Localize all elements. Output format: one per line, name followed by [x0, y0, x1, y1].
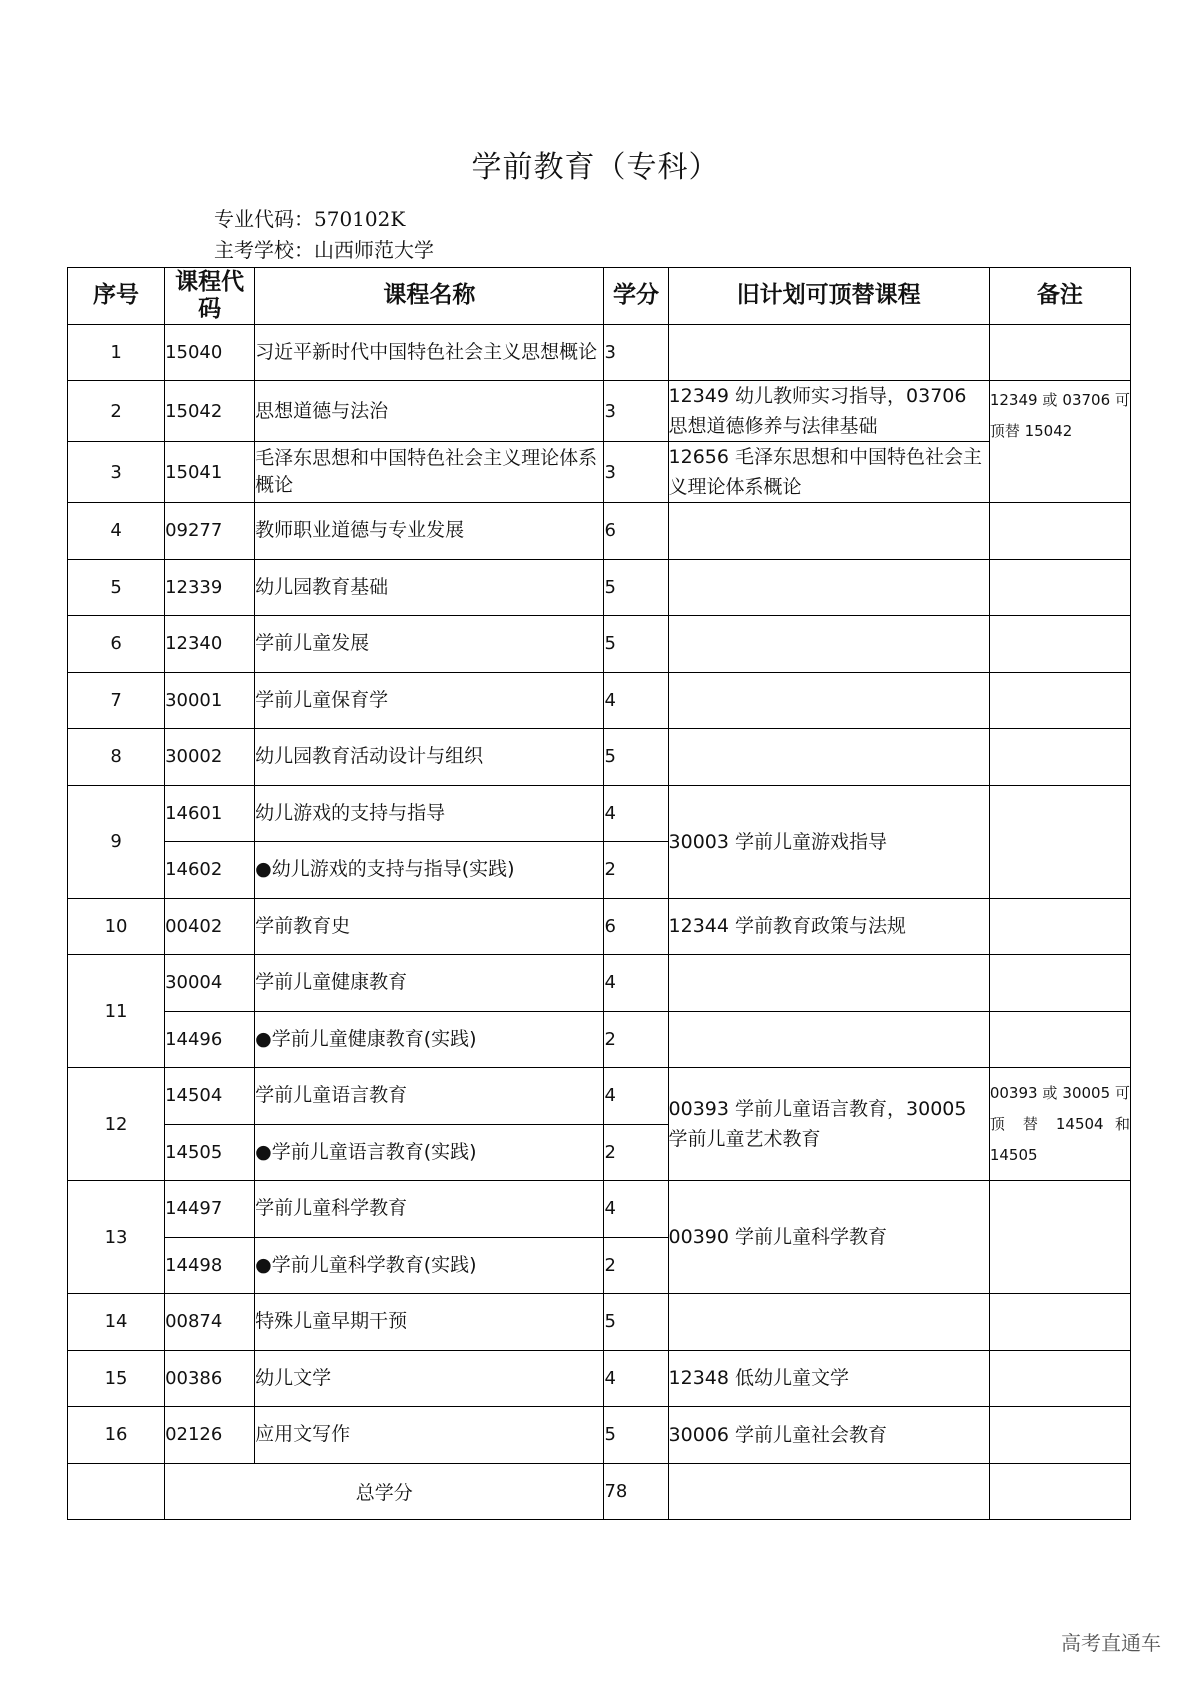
row-index: 5: [68, 559, 165, 616]
note: [989, 559, 1130, 616]
replace-course: 30003 学前儿童游戏指导: [668, 785, 989, 898]
course-code: 14496: [165, 1011, 255, 1068]
row-index: 3: [68, 442, 165, 503]
row-index: 4: [68, 503, 165, 560]
replace-course: [668, 503, 989, 560]
replace-course: 12656 毛泽东思想和中国特色社会主义理论体系概论: [668, 442, 989, 503]
course-credit: 5: [604, 729, 668, 786]
row-index: 1: [68, 324, 165, 381]
row-index: 11: [68, 955, 165, 1068]
header-index: 序号: [68, 268, 165, 325]
course-name: 应用文写作: [255, 1407, 604, 1464]
table-row: [68, 1181, 1131, 1238]
note: [989, 729, 1130, 786]
note: [989, 503, 1130, 560]
row-index: 13: [68, 1181, 165, 1294]
course-name: 幼儿园教育活动设计与组织: [255, 729, 604, 786]
course-name: 学前儿童科学教育: [255, 1181, 604, 1238]
table-row: [68, 729, 1131, 786]
course-code: 12340: [165, 616, 255, 673]
course-plan-table: [67, 267, 1131, 1520]
table-row: [68, 324, 1131, 381]
total-empty: [68, 1463, 165, 1520]
course-name: ●学前儿童健康教育(实践): [255, 1011, 604, 1068]
course-code: 12339: [165, 559, 255, 616]
replace-course: [668, 729, 989, 786]
course-credit: 5: [604, 1294, 668, 1351]
course-credit: 3: [604, 381, 668, 442]
table-row: [68, 785, 1131, 842]
note: 12349 或 03706 可顶替 15042: [989, 381, 1130, 503]
course-credit: 4: [604, 955, 668, 1012]
course-credit: 4: [604, 1350, 668, 1407]
replace-course: [668, 616, 989, 673]
table-row: [68, 442, 1131, 503]
course-code: 14504: [165, 1068, 255, 1125]
course-name: ●学前儿童科学教育(实践): [255, 1237, 604, 1294]
row-index: 12: [68, 1068, 165, 1181]
table-row: [68, 672, 1131, 729]
total-row: [68, 1463, 1131, 1520]
course-name: 学前儿童保育学: [255, 672, 604, 729]
course-code: 14601: [165, 785, 255, 842]
course-name: 幼儿文学: [255, 1350, 604, 1407]
table-row: [68, 898, 1131, 955]
replace-course: 00390 学前儿童科学教育: [668, 1181, 989, 1294]
total-label: 总学分: [165, 1463, 604, 1520]
course-credit: 4: [604, 1068, 668, 1125]
row-index: 14: [68, 1294, 165, 1351]
course-name: ●幼儿游戏的支持与指导(实践): [255, 842, 604, 899]
note: [989, 324, 1130, 381]
replace-course: [668, 955, 989, 1012]
course-credit: 4: [604, 672, 668, 729]
page-title: 学前教育（专科）: [471, 150, 720, 185]
total-credit: 78: [604, 1463, 668, 1520]
watermark-text: 高考直通车: [1061, 1631, 1161, 1655]
header-replace: 旧计划可顶替课程: [668, 268, 989, 325]
course-code: 02126: [165, 1407, 255, 1464]
course-name: 学前儿童健康教育: [255, 955, 604, 1012]
course-code: 30002: [165, 729, 255, 786]
note: [989, 1294, 1130, 1351]
course-credit: 2: [604, 1011, 668, 1068]
exam-school: 主考学校：山西师范大学: [214, 238, 434, 262]
note: [989, 785, 1130, 898]
note: [989, 1011, 1130, 1068]
replace-course: [668, 1463, 989, 1520]
course-credit: 2: [604, 842, 668, 899]
replace-course: [668, 1294, 989, 1351]
table-row: [68, 1068, 1131, 1125]
course-credit: 5: [604, 616, 668, 673]
table-header-row: [68, 268, 1131, 325]
course-credit: 5: [604, 1407, 668, 1464]
course-name: 特殊儿童早期干预: [255, 1294, 604, 1351]
replace-course: 12349 幼儿教师实习指导，03706 思想道德修养与法律基础: [668, 381, 989, 442]
course-name: 幼儿园教育基础: [255, 559, 604, 616]
course-credit: 4: [604, 1181, 668, 1238]
row-index: 8: [68, 729, 165, 786]
table-row: [68, 1407, 1131, 1464]
row-index: 15: [68, 1350, 165, 1407]
course-code: 30004: [165, 955, 255, 1012]
course-credit: 4: [604, 785, 668, 842]
replace-course: 30006 学前儿童社会教育: [668, 1407, 989, 1464]
course-code: 14497: [165, 1181, 255, 1238]
course-code: 15040: [165, 324, 255, 381]
note: [989, 898, 1130, 955]
note: [989, 672, 1130, 729]
course-credit: 3: [604, 442, 668, 503]
header-code: 课程代码: [165, 268, 255, 325]
header-credit: 学分: [604, 268, 668, 325]
table-row: [68, 381, 1131, 442]
row-index: 2: [68, 381, 165, 442]
table-row: [68, 559, 1131, 616]
course-code: 14498: [165, 1237, 255, 1294]
course-code: 09277: [165, 503, 255, 560]
row-index: 6: [68, 616, 165, 673]
replace-course: 12344 学前教育政策与法规: [668, 898, 989, 955]
major-code: 专业代码：570102K: [214, 207, 406, 231]
replace-course: [668, 559, 989, 616]
course-code: 15042: [165, 381, 255, 442]
row-index: 7: [68, 672, 165, 729]
note: [989, 1350, 1130, 1407]
row-index: 16: [68, 1407, 165, 1464]
course-credit: 5: [604, 559, 668, 616]
course-code: 00402: [165, 898, 255, 955]
course-code: 30001: [165, 672, 255, 729]
course-name: 学前儿童发展: [255, 616, 604, 673]
course-code: 00386: [165, 1350, 255, 1407]
note: [989, 1463, 1130, 1520]
course-credit: 6: [604, 898, 668, 955]
course-credit: 2: [604, 1237, 668, 1294]
replace-course: 12348 低幼儿童文学: [668, 1350, 989, 1407]
course-name: ●学前儿童语言教育(实践): [255, 1124, 604, 1181]
table-row: [68, 503, 1131, 560]
course-code: 15041: [165, 442, 255, 503]
table-row: [68, 616, 1131, 673]
row-index: 10: [68, 898, 165, 955]
table-row: [68, 1350, 1131, 1407]
table-row: [68, 1294, 1131, 1351]
course-code: 14505: [165, 1124, 255, 1181]
course-name: 幼儿游戏的支持与指导: [255, 785, 604, 842]
note: [989, 616, 1130, 673]
course-credit: 3: [604, 324, 668, 381]
note: [989, 1181, 1130, 1294]
header-name: 课程名称: [255, 268, 604, 325]
replace-course: [668, 324, 989, 381]
note: [989, 1407, 1130, 1464]
replace-course: 00393 学前儿童语言教育，30005 学前儿童艺术教育: [668, 1068, 989, 1181]
table-row: [68, 1011, 1131, 1068]
course-name: 习近平新时代中国特色社会主义思想概论: [255, 324, 604, 381]
course-name: 毛泽东思想和中国特色社会主义理论体系概论: [255, 442, 604, 503]
replace-course: [668, 672, 989, 729]
course-credit: 2: [604, 1124, 668, 1181]
row-index: 9: [68, 785, 165, 898]
header-note: 备注: [989, 268, 1130, 325]
note: 00393 或 30005 可 顶 替 14504 和 14505: [989, 1068, 1130, 1181]
course-name: 学前教育史: [255, 898, 604, 955]
course-name: 思想道德与法治: [255, 381, 604, 442]
course-code: 14602: [165, 842, 255, 899]
table-row: [68, 955, 1131, 1012]
course-code: 00874: [165, 1294, 255, 1351]
note: [989, 955, 1130, 1012]
replace-course: [668, 1011, 989, 1068]
course-name: 学前儿童语言教育: [255, 1068, 604, 1125]
course-name: 教师职业道德与专业发展: [255, 503, 604, 560]
course-credit: 6: [604, 503, 668, 560]
